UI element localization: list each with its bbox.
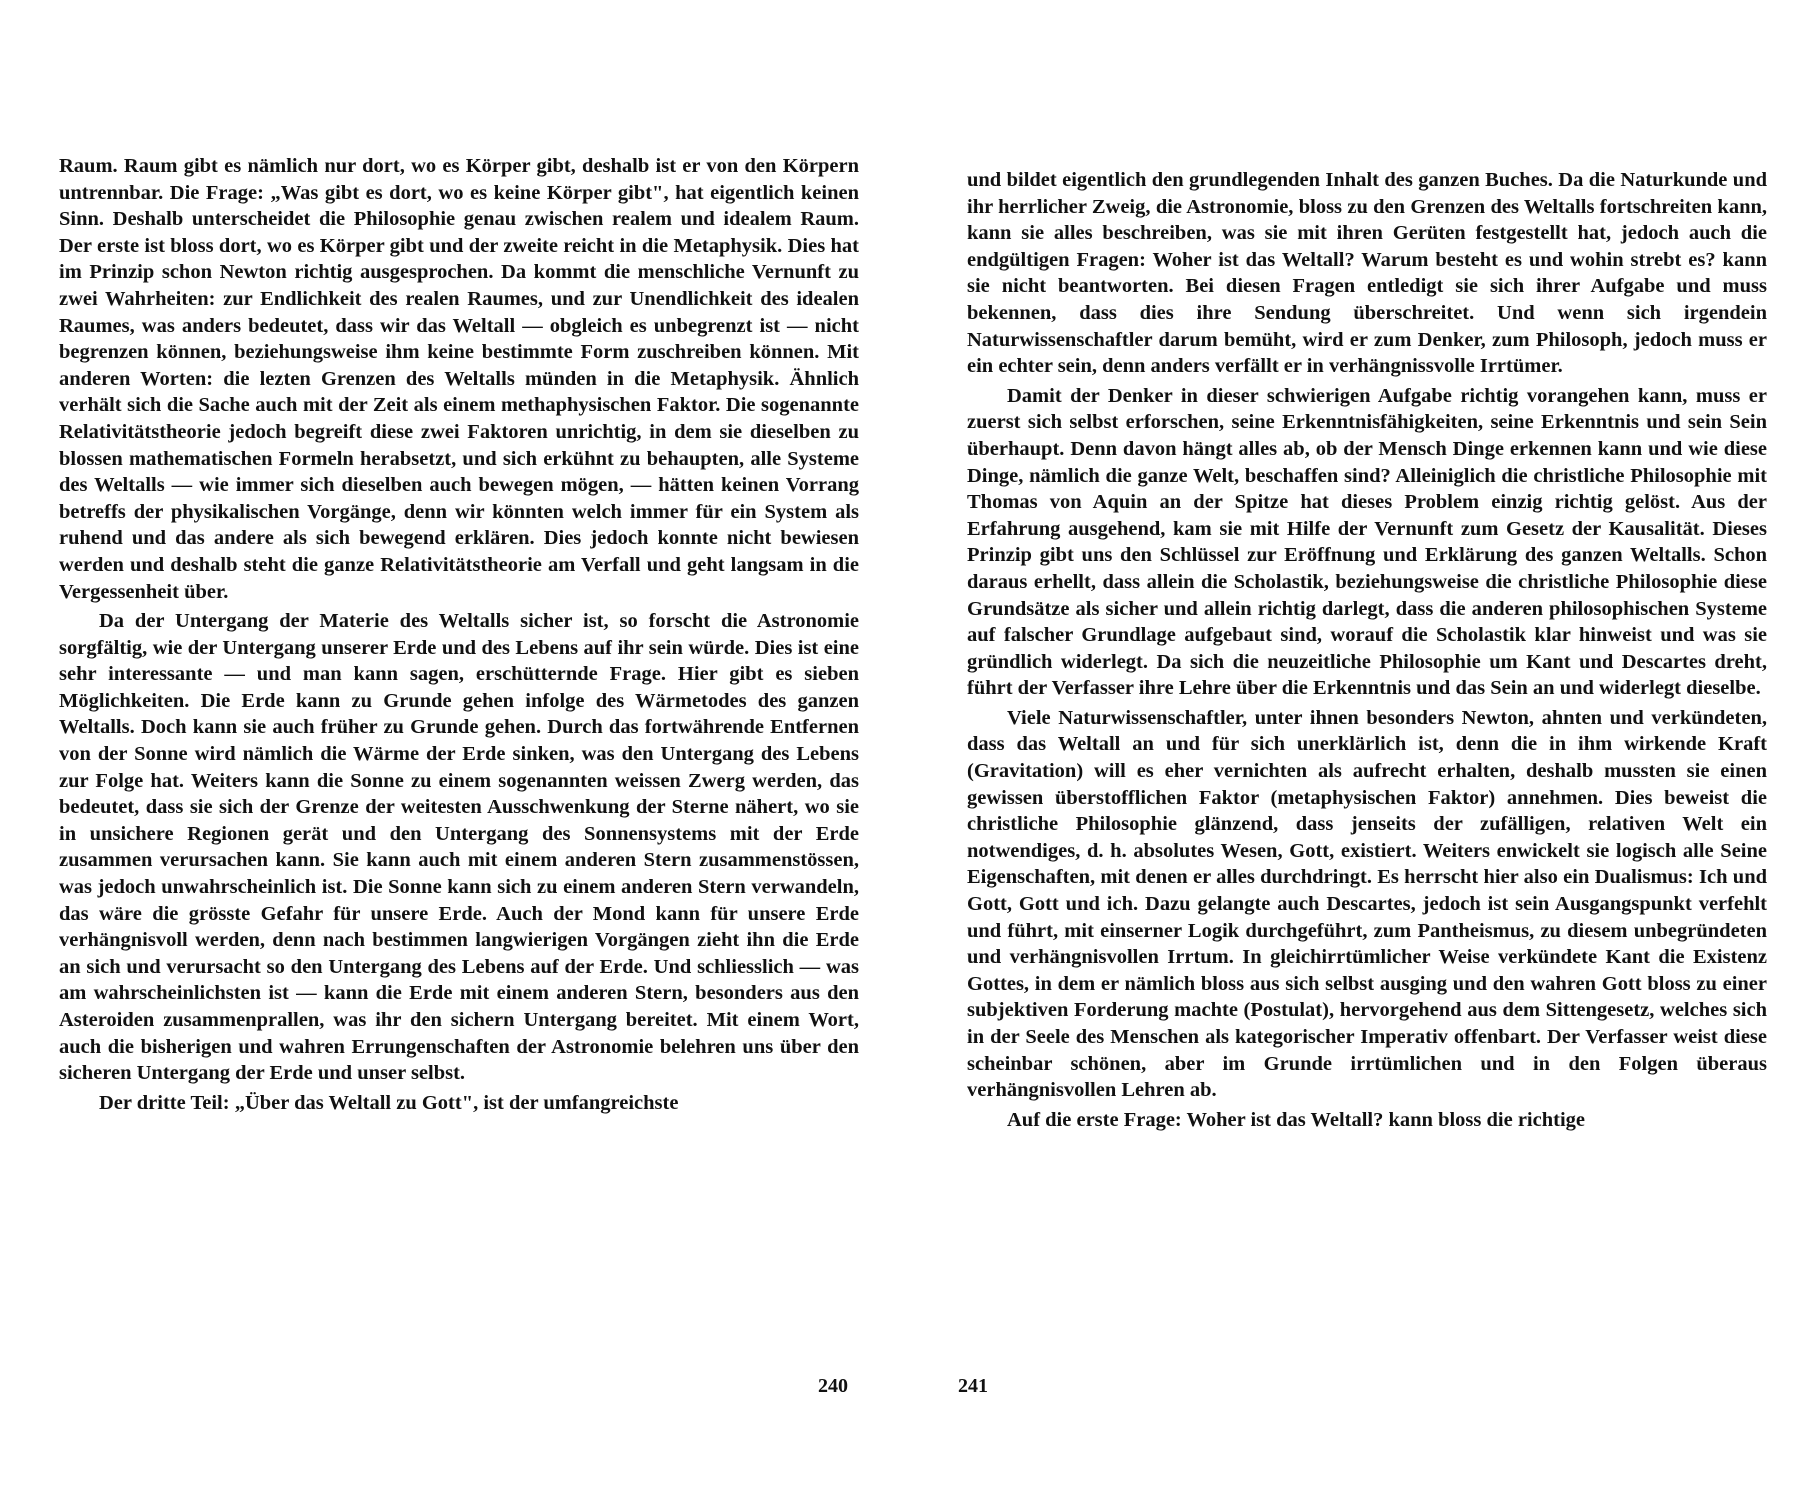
left-page-text bbox=[59, 153, 859, 1116]
paragraph: und bildet eigentlich den grundlegenden Inhalt des ganzen Buches. Da die Naturkunde und ihr herrlicher Zweig, die Astronomie, bloss zu den Grenzen des Weltalls fortschreiten kann, kann sie alles beschreiben, was sie mit ihren Gerüten festgestellt hat, jedoch auch die endgültigen Fragen: Woher ist das Weltall? Warum besteht es und wohin strebt es? kann sie nicht beantworten. Bei diesen Fragen entledigt sie sich ihrer Aufgabe und muss bekennen, dass dies ihre Sendung überschreitet. Und wenn sich irgendein Naturwissenschaftler darum bemüht, wird er zum Denker, zum Philosoph, jedoch muss er ein echter sein, denn anders verfällt er in verhängnissvolle Irrtümer. bbox=[967, 169, 1767, 378]
paragraph: Damit der Denker in dieser schwierigen Aufgabe richtig vorangehen kann, muss er zuerst sich selbst erforschen, seine Erkenntnisfähigkeiten, seine Erkenntnis und sein Sein überhaupt. Denn davon hängt alles ab, ob der Mensch Dinge erkennen kann und wie diese Dinge, nämlich die ganze Welt, beschaffen sind? Alleiniglich die christliche Philosophie mit Thomas von Aquin an der Spitze hat dieses Problem einzig richtig gelöst. Aus der Erfahrung ausgehend, kam sie mit Hilfe der Vernunft zum Gesetz der Kausalität. Dieses Prinzip gibt uns den Schlüssel zur Eröffnung und Erklärung des ganzen Weltalls. Schon daraus erhellt, dass allein die Scholastik, beziehungsweise die christliche Philosophie diese Grundsätze als sicher und allein richtig darlegt, dass die anderen philosophischen Systeme auf falscher Grundlage aufgebaut sind, worauf die Scholastik klar hinweist und was sie gründlich widerlegt. Da sich die neuzeitliche Philosophie um Kant und Descartes dreht, führt der Verfasser ihre Lehre über die Erkenntnis und das Sein an und widerlegt dieselbe. bbox=[967, 384, 1767, 700]
paragraph: Raum. Raum gibt es nämlich nur dort, wo es Körper gibt, deshalb ist er von den Körpern untrennbar. Die Frage: „Was gibt es dort, wo es keine Körper gibt", hat eigentlich keinen Sinn. Deshalb unterscheidet die Philosophie genau zwischen realem und idealem Raum. Der erste ist bloss dort, wo es Körper gibt und der zweite reicht in die Metaphysik. Dies hat im Prinzip schon Newton richtig ausgesprochen. Da kommt die menschliche Vernunft zu zwei Wahrheiten: zur Endlichkeit des realen Raumes, und zur Unendlichkeit des idealen Raumes, was anders bedeutet, dass wir das Weltall — obgleich es unbegrenzt ist — nicht begrenzen können, beziehungsweise ihm keine bestimmte Form zuschreiben können. Mit anderen Worten: die lezten Grenzen des Weltalls münden in die Metaphysik. Ähnlich verhält sich die Sache auch mit der Zeit als einem methaphysischen Faktor. Die sogenannte Relativitätstheorie jedoch begreift diese zwei Faktoren unrichtig, in dem sie dieselben zu blossen mathematischen Formeln herabsetzt, und sich erkühnt zu behaupten, alle Systeme des Weltalls — wie immer sich dieselben auch bewegen mögen, — hätten keinen Vorrang betreffs der physikalischen Vorgänge, denn wir könnten welch immer für ein System als ruhend und das andere als sich bewegend erklären. Dies jedoch konnte nicht bewiesen werden und deshalb steht die ganze Relativitätstheorie am Verfall und geht langsam in die Vergessenheit über. bbox=[59, 155, 859, 603]
paragraph: Viele Naturwissenschaftler, unter ihnen besonders Newton, ahnten und verkündeten, dass das Weltall an und für sich unerklärlich ist, denn die in ihm wirkende Kraft (Gravitation) will es eher vernichten als aufrecht erhalten, deshalb mussten sie einen gewissen überstofflichen Faktor (metaphysischen Faktor) annehmen. Dies beweist die christliche Philosophie glänzend, dass jenseits der zufälligen, relativen Welt ein notwendiges, d. h. absolutes Wesen, Gott, existiert. Weiters enwickelt sie logisch alle Seine Eigenschaften, mit denen er alles durchdringt. Es herrscht hier also ein Dualismus: Ich und Gott, Gott und ich. Dazu gelangte auch Descartes, jedoch ist sein Ausgangspunkt verfehlt und führt, mit einserner Logik durchgeführt, zum Pantheismus, zu diesem unbegründeten und verhängnisvollen Irrtum. In gleichirrtümlicher Weise verkündete Kant die Existenz Gottes, in dem er nämlich bloss aus sich selbst ausging und den wahren Gott bloss zu einer subjektiven Forderung machte (Postulat), hervorgehend aus dem Sittengesetz, welches sich in der Seele des Menschen als kategorischer Imperativ offenbart. Der Verfasser weist diese scheinbar schönen, aber im Grunde irrtümlichen und in den Folgen überaus verhängnisvollen Lehren ab. bbox=[967, 706, 1767, 1102]
right-page bbox=[908, 0, 1816, 1500]
page-number: 241 bbox=[958, 1375, 988, 1397]
paragraph: Der dritte Teil: „Über das Weltall zu Gott", ist der umfangreichste bbox=[99, 1091, 679, 1114]
paragraph: Da der Untergang der Materie des Weltalls sicher ist, so forscht die Astronomie sorgfältig, wie der Untergang unserer Erde und des Lebens auf ihr sein würde. Dies ist eine sehr interessante — und man kann sagen, erschütternde Frage. Hier gibt es sieben Möglichkeiten. Die Erde kann zu Grunde gehen infolge des Wärmetodes des ganzen Weltalls. Doch kann sie auch früher zu Grunde gehen. Durch das fortwährende Entfernen von der Sonne wird nämlich die Wärme der Erde sinken, was den Untergang des Lebens zur Folge hat. Weiters kann die Sonne zu einem sogenannten weissen Zwerg werden, das bedeutet, dass sie sich der Grenze der weitesten Ausschwenkung der Sterne nähert, wo sie in unsichere Regionen gerät und den Untergang des Sonnensystems mit der Erde zusammen verursachen kann. Sie kann auch mit einem anderen Stern zusammenstössen, was jedoch unwahrscheinlich ist. Die Sonne kann sich zu einem anderen Stern verwandeln, das wäre die grösste Gefahr für unsere Erde. Auch der Mond kann für unsere Erde verhängnisvoll werden, denn nach bestimmen langwierigen Vorgängen zieht ihn die Erde an sich und verursacht so den Untergang des Lebens auf der Erde. Und schliesslich — was am wahrscheinlichsten ist — kann die Erde mit einem anderen Stern, besonders aus den Asteroiden zusammenprallen, was ihr den sichern Untergang bereitet. Mit einem Wort, auch die bisherigen und wahren Errungenschaften der Astronomie belehren uns über den sicheren Untergang der Erde und unser selbst. bbox=[59, 610, 859, 1085]
page-number: 240 bbox=[818, 1375, 848, 1397]
paragraph: Auf die erste Frage: Woher ist das Weltall? kann bloss die richtige bbox=[1007, 1108, 1585, 1131]
right-page-text bbox=[967, 167, 1767, 1133]
